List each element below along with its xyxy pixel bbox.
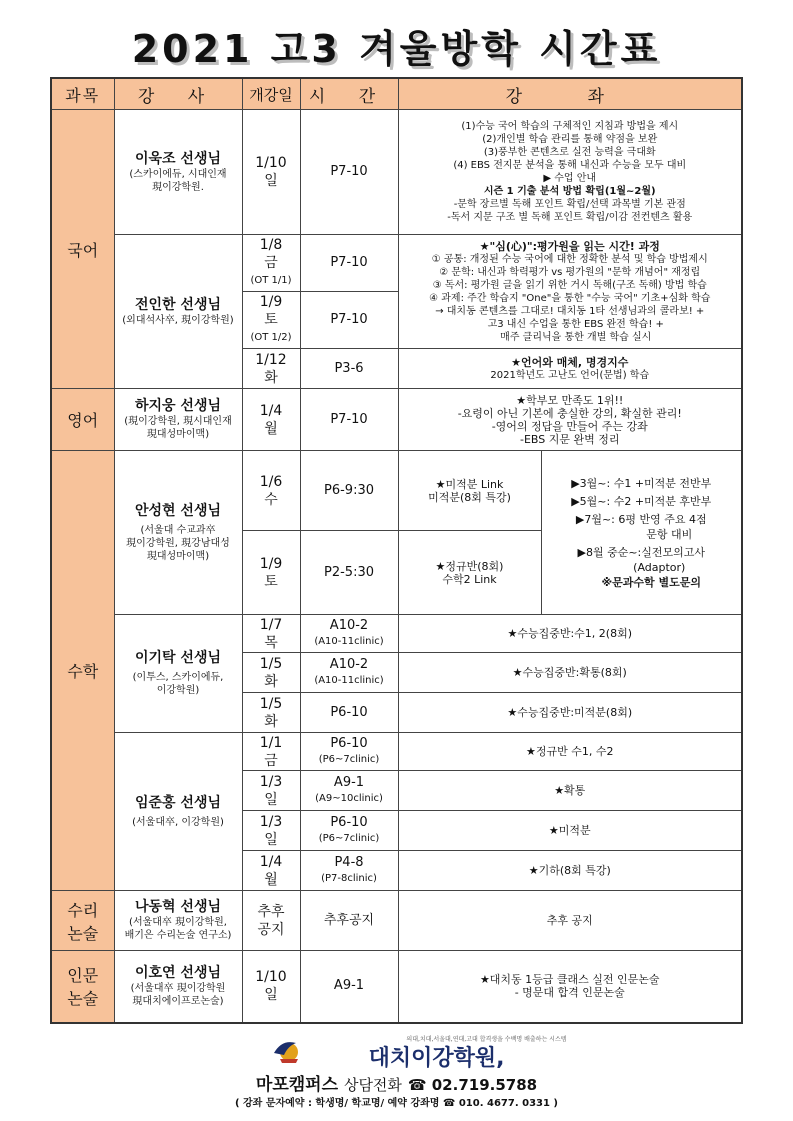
date-cell xyxy=(242,389,300,451)
course-line: → 대치동 콘텐츠를 그대로! 대치동 1타 선생님과의 콜라보! + xyxy=(435,305,705,317)
course-cell: ★정규반 수1, 수2 xyxy=(398,733,742,771)
schedule-line: ▶3월~: 수1 +미적분 전반부 xyxy=(571,476,712,490)
date-cell xyxy=(242,451,300,531)
header-time: 시 간 xyxy=(300,78,398,110)
course-line: 고3 내신 수업을 통한 EBS 완전 학습! + xyxy=(487,318,664,330)
date-text: 1/9 xyxy=(259,294,283,310)
time-text: A10-2 xyxy=(329,617,369,633)
date-cell xyxy=(242,531,300,615)
footer-slogan: 의대,치대,서울대,연대,고대 합격생을 수백명 배출하는 시스템 xyxy=(406,1036,567,1043)
course-line: -요령이 아닌 기본에 충실한 강의, 확실한 관리! xyxy=(457,406,682,420)
course-line: -영어의 정답을 만들어 주는 강좌 xyxy=(491,419,648,433)
course-line: 수학2 Link xyxy=(442,572,497,586)
campus-contact xyxy=(0,1070,793,1095)
time-cell xyxy=(300,733,398,771)
header-start: 개강일 xyxy=(242,78,300,110)
time-cell: P6-9:30 xyxy=(300,451,398,531)
day-text: 일 xyxy=(264,791,278,808)
time-cell: P3-6 xyxy=(300,349,398,389)
day-text: 월 xyxy=(264,420,278,437)
course-cell: ★수능집중반:확통(8회) xyxy=(398,653,742,693)
date-text: 1/12 xyxy=(255,351,287,368)
course-cell: ★확통 xyxy=(398,771,742,811)
teacher-name: 하지웅 선생님 xyxy=(134,398,222,414)
course-cell xyxy=(398,451,541,531)
day-text: 화 xyxy=(264,369,278,386)
course-line: ★미적분 Link xyxy=(435,477,504,491)
course-line: 2021학년도 고난도 언어(문법) 학습 xyxy=(490,369,650,381)
teacher-cell xyxy=(114,615,242,733)
teacher-name: 나동혁 선생님 xyxy=(134,899,222,915)
date-text: 추후 xyxy=(257,903,285,920)
day-text: 월 xyxy=(264,871,278,888)
course-line: (3)풍부한 콘텐츠로 실전 능력을 극대화 xyxy=(483,147,656,158)
teacher-name: 이기탁 선생님 xyxy=(134,650,222,666)
time-cell: P7-10 xyxy=(300,110,398,235)
day-text: 일 xyxy=(264,173,278,189)
day-text: 금 xyxy=(264,255,278,271)
clinic-text: (A10-11clinic) xyxy=(314,674,384,686)
day-text: 일 xyxy=(264,987,278,1004)
subject-english: 영어 xyxy=(51,389,114,451)
phone-label: 상담전화 xyxy=(343,1076,402,1094)
time-cell xyxy=(300,811,398,851)
timetable xyxy=(50,77,743,1024)
subject-korean: 국어 xyxy=(51,110,114,389)
date-text: 1/10 xyxy=(255,969,287,986)
clinic-text: (P6~7clinic) xyxy=(318,832,380,844)
day-text: 화 xyxy=(264,713,278,730)
teacher-cell xyxy=(114,891,242,951)
teacher-aff: (서울대卒, 이강학원) xyxy=(132,816,224,828)
course-line: ④ 과제: 주간 학습지 "One"을 통한 "수능 국어" 기초+심화 학습 xyxy=(429,292,711,304)
teacher-aff: (이투스, 스카이에듀, xyxy=(132,672,224,683)
course-cell: ★수능집중반:수1, 2(8회) xyxy=(398,615,742,653)
campus-name: 마포캠퍼스 xyxy=(255,1075,339,1095)
time-cell: P7-10 xyxy=(300,389,398,451)
teacher-cell xyxy=(114,110,242,235)
teacher-cell xyxy=(114,951,242,1023)
course-cell: ★미적분 xyxy=(398,811,742,851)
subject-line: 인문 xyxy=(67,966,99,986)
teacher-cell xyxy=(114,733,242,891)
ot-text: (OT 1/1) xyxy=(250,275,292,286)
header-teacher: 강 사 xyxy=(114,78,242,110)
day-text: 수 xyxy=(264,491,278,508)
teacher-aff: (외대석사卒, 現이강학원) xyxy=(122,314,234,326)
day-text: 목 xyxy=(264,634,278,651)
date-text: 1/7 xyxy=(259,616,283,633)
date-cell xyxy=(242,693,300,733)
subject-humanities-essay xyxy=(51,951,114,1023)
header-course: 강 좌 xyxy=(398,78,742,110)
clinic-text: (P7-8clinic) xyxy=(321,872,377,884)
course-cell xyxy=(398,349,742,389)
schedule-line: 문항 대비 xyxy=(646,527,693,541)
academy-brand: 대치이강학원, xyxy=(368,1046,505,1071)
course-line: 시즌 1 기출 분석 방법 확립(1월~2월) xyxy=(483,186,656,197)
course-line: ★정규반(8회) xyxy=(435,559,504,573)
day-text: 금 xyxy=(264,752,278,769)
clinic-text: (P6~7clinic) xyxy=(318,753,380,765)
subject-line: 논술 xyxy=(67,923,99,943)
teacher-cell xyxy=(114,389,242,451)
course-line: ★학부모 만족도 1위!! xyxy=(516,393,624,407)
teacher-name: 임준홍 선생님 xyxy=(134,794,222,811)
teacher-aff: 現대성마이맥) xyxy=(146,429,210,440)
time-text: P6-10 xyxy=(330,735,368,751)
course-line: ★"심(心)":평가원을 읽는 시간! 과정 xyxy=(479,239,660,253)
course-line: ② 문학: 내신과 학력평가 vs 평가원의 "문학 개념어" 재정립 xyxy=(439,266,701,278)
day-text: 토 xyxy=(264,573,278,590)
course-line: (1)수능 국어 학습의 구체적인 지침과 방법을 제시 xyxy=(461,121,679,132)
time-text: A10-2 xyxy=(329,656,369,672)
teacher-name: 이욱조 선생님 xyxy=(134,150,222,167)
course-line: -독서 지문 구조 별 독해 포인트 확립/이감 전컨텐츠 활용 xyxy=(447,212,693,223)
table-row xyxy=(51,733,742,771)
clinic-text: (A10-11clinic) xyxy=(314,635,384,647)
date-text: 1/3 xyxy=(259,773,283,790)
date-cell xyxy=(242,615,300,653)
time-cell xyxy=(300,693,398,733)
course-line: ★언어와 매체, 명경지수 xyxy=(511,355,629,369)
date-cell xyxy=(242,733,300,771)
date-text: 1/4 xyxy=(259,402,283,419)
time-cell: P2-5:30 xyxy=(300,531,398,615)
time-cell xyxy=(300,771,398,811)
course-cell xyxy=(398,235,742,349)
time-cell: P7-10 xyxy=(300,292,398,349)
teacher-aff: (서울대卒 現이강학원 xyxy=(130,982,226,994)
teacher-aff: 現대치에이프로논술) xyxy=(132,995,224,1007)
course-cell xyxy=(398,110,742,235)
date-text: 1/5 xyxy=(259,695,283,712)
teacher-aff: (스카이에듀, 시대인재 xyxy=(129,168,227,180)
course-cell: ★기하(8회 특강) xyxy=(398,851,742,891)
date-text: 1/5 xyxy=(259,655,283,672)
schedule-line: ▶7월~: 6평 반영 주요 4점 xyxy=(575,512,707,526)
teacher-aff: 現이강학원. xyxy=(152,181,204,193)
subject-math: 수학 xyxy=(51,451,114,891)
date-cell xyxy=(242,235,300,292)
table-row xyxy=(51,235,742,292)
date-cell xyxy=(242,811,300,851)
date-cell xyxy=(242,110,300,235)
teacher-aff: 現대성마이맥) xyxy=(146,550,210,562)
course-line: -EBS 지문 완벽 정리 xyxy=(519,432,620,446)
teacher-aff: 現이강학원, 現강남대성 xyxy=(126,537,230,549)
date-text: 1/3 xyxy=(259,813,283,830)
date-text: 1/10 xyxy=(255,155,287,171)
course-line: ③ 독서: 평가원 글을 읽기 위한 거시 독해(구조 독해) 방법 학습 xyxy=(432,279,707,291)
course-line: ▶ 수업 안내 xyxy=(543,173,597,184)
day-text: 공지 xyxy=(257,921,285,938)
teacher-name: 안성현 선생님 xyxy=(134,502,222,519)
time-cell: P7-10 xyxy=(300,235,398,292)
time-text: P6-10 xyxy=(330,704,368,720)
time-text: P4-8 xyxy=(334,854,364,870)
table-row xyxy=(51,451,742,531)
page-title: 2021 고3 겨울방학 시간표 xyxy=(131,27,662,71)
subject-line: 수리 xyxy=(67,900,99,920)
table-row xyxy=(51,615,742,653)
phone-number: ☎ 02.719.5788 xyxy=(407,1076,538,1094)
teacher-name: 전인한 선생님 xyxy=(134,296,222,313)
course-line: - 명문대 합격 인문논술 xyxy=(514,986,625,1000)
time-text: P6-10 xyxy=(330,814,368,830)
course-cell xyxy=(398,951,742,1023)
course-line: 매주 클리닉을 통한 개별 학습 실시 xyxy=(500,331,652,343)
date-text: 1/6 xyxy=(259,473,283,490)
course-line: 미적분(8회 특강) xyxy=(428,490,511,504)
date-cell xyxy=(242,771,300,811)
schedule-line: ▶8월 중순~:실전모의고사 xyxy=(577,545,705,559)
table-row xyxy=(51,951,742,1023)
teacher-aff: 이강학원) xyxy=(156,685,200,696)
time-cell: 추후공지 xyxy=(300,891,398,951)
day-text: 토 xyxy=(264,312,278,328)
schedule-line: ※문과수학 별도문의 xyxy=(601,575,702,589)
subject-math-essay xyxy=(51,891,114,951)
reservation-info: ( 강좌 문자예약 : 학생명/ 학교명/ 예약 강좌명 ☎ 010. 4677. 0331 ) xyxy=(234,1098,559,1109)
math-schedule-cell xyxy=(541,451,742,615)
time-cell xyxy=(300,653,398,693)
course-line: ★대치동 1등급 클래스 실전 인문논술 xyxy=(479,973,660,987)
teacher-aff: (서울대卒 現이강학원, xyxy=(129,917,227,928)
header-subject: 과목 xyxy=(51,78,114,110)
teacher-aff: (서울대 수교과卒 xyxy=(140,524,216,536)
course-line: -문학 장르별 독해 포인트 확립/선택 과목별 기본 관점 xyxy=(453,199,686,210)
time-text: A9-1 xyxy=(333,774,365,790)
date-text: 1/4 xyxy=(259,853,283,870)
teacher-name: 이호연 선생님 xyxy=(134,964,222,981)
course-cell: ★수능집중반:미적분(8회) xyxy=(398,693,742,733)
subject-line: 논술 xyxy=(67,989,99,1009)
clinic-text: (A9~10clinic) xyxy=(315,792,383,804)
course-line: (4) EBS 전지문 분석을 통해 내신과 수능을 모두 대비 xyxy=(453,160,687,171)
schedule-line: (Adaptor) xyxy=(633,560,686,574)
date-cell xyxy=(242,851,300,891)
date-text: 1/8 xyxy=(259,237,283,253)
teacher-cell xyxy=(114,235,242,389)
course-cell xyxy=(398,389,742,451)
date-cell xyxy=(242,653,300,693)
time-cell xyxy=(300,851,398,891)
date-cell xyxy=(242,891,300,951)
table-row xyxy=(51,110,742,235)
date-cell xyxy=(242,349,300,389)
date-text: 1/9 xyxy=(259,555,283,572)
time-cell xyxy=(300,615,398,653)
day-text: 화 xyxy=(264,673,278,690)
schedule-line: ▶5월~: 수2 +미적분 후반부 xyxy=(571,494,712,508)
table-row xyxy=(51,891,742,951)
header-row xyxy=(51,78,742,110)
ot-text: (OT 1/2) xyxy=(250,332,292,343)
day-text: 일 xyxy=(264,831,278,848)
teacher-aff: (現이강학원, 現시대인재 xyxy=(124,416,232,427)
date-cell xyxy=(242,951,300,1023)
course-line: ① 공통: 개정된 수능 국어에 대한 정확한 분석 및 학습 방법제시 xyxy=(431,253,708,265)
time-cell: A9-1 xyxy=(300,951,398,1023)
course-cell xyxy=(398,531,541,615)
teacher-cell xyxy=(114,451,242,615)
course-line: (2)개인별 학습 관리를 통해 약점을 보완 xyxy=(482,134,658,145)
date-cell xyxy=(242,292,300,349)
date-text: 1/1 xyxy=(259,734,283,751)
teacher-aff: 배기은 수리논술 연구소) xyxy=(124,930,232,941)
table-row xyxy=(51,389,742,451)
course-cell: 추후 공지 xyxy=(398,891,742,951)
